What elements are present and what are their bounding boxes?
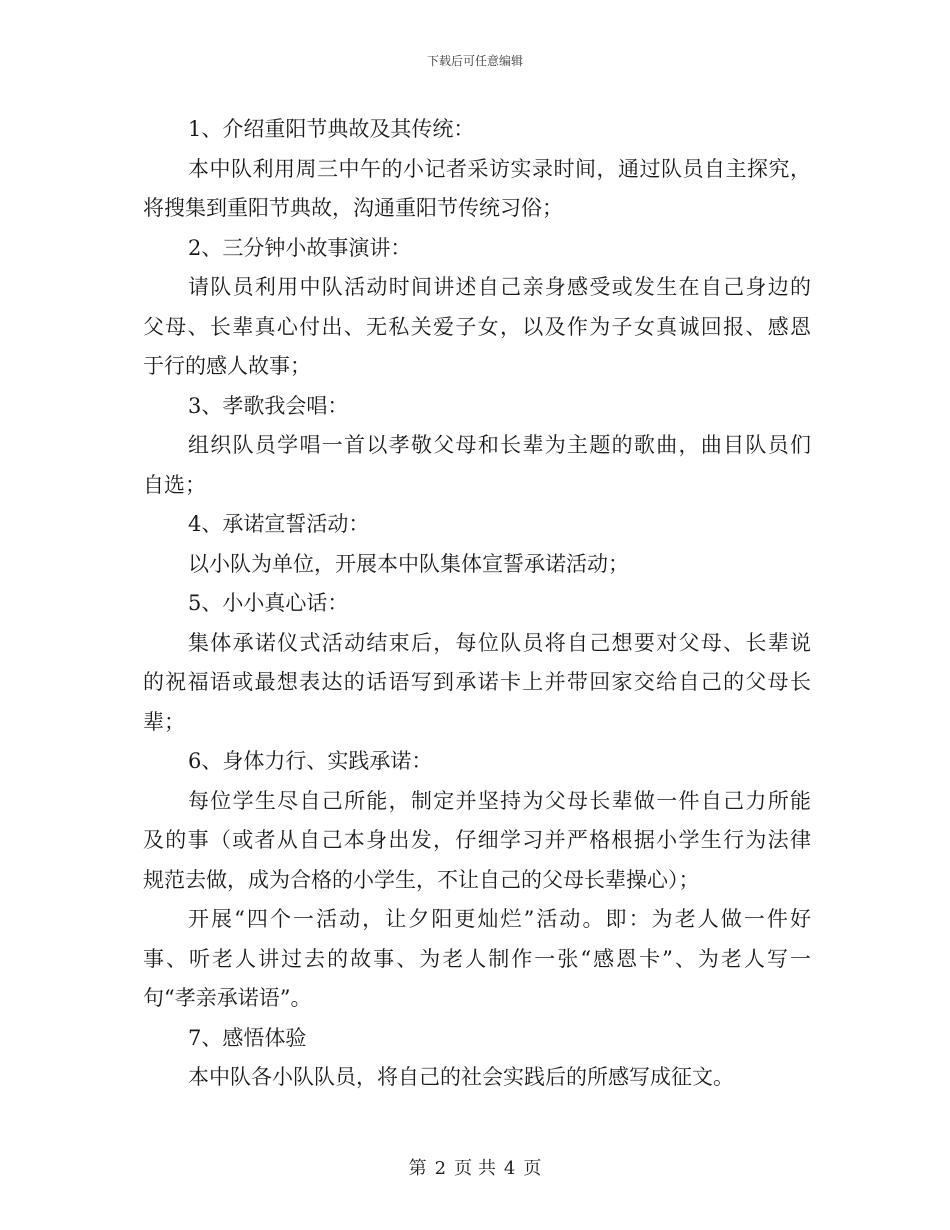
section-heading-1: 1、介绍重阳节典故及其传统： (188, 117, 475, 141)
page-number-footer (0, 1154, 950, 1180)
paragraph-line: 父母、长辈真心付出、无私关爱子女，以及作为子女真诚回报、感恩 (143, 314, 811, 339)
paragraph-line: 组织队员学唱一首以孝敬父母和长辈为主题的歌曲，曲目队员们 (188, 433, 811, 457)
total-pages-number: 4 (503, 1158, 516, 1179)
section-heading-5: 5、小小真心话： (188, 591, 349, 615)
paragraph-line: 请队员利用中队活动时间讲述自己亲身感受或发生在自己身边的 (188, 275, 811, 299)
footer-prefix: 第 (408, 1158, 427, 1179)
section-heading-2: 2、三分钟小故事演讲： (188, 235, 412, 260)
paragraph-line: 开展“四个一活动，让夕阳更灿烂”活动。即：为老人做一件好 (188, 907, 811, 931)
section-heading-6: 6、身体力行、实践承诺： (188, 749, 433, 773)
paragraph-line: 本中队利用周三中午的小记者采访实录时间，通过队员自主探究， (188, 156, 811, 181)
section-heading-7: 7、感悟体验 (188, 1025, 307, 1050)
paragraph-line: 集体承诺仪式活动结束后，每位队员将自己想要对父母、长辈说 (188, 630, 811, 655)
paragraph-line: 辈； (143, 709, 185, 734)
paragraph-line: 以小队为单位，开展本中队集体宣誓承诺活动； (188, 551, 629, 576)
section-heading-4: 4、承诺宣誓活动： (188, 512, 370, 536)
paragraph-line: 规范去做，成为合格的小学生，不让自己的父母长辈操心）； (143, 867, 700, 892)
document-body (143, 110, 811, 1098)
footer-suffix: 页 (523, 1158, 542, 1179)
paragraph-line: 于行的感人故事； (143, 354, 311, 378)
paragraph-line: 本中队各小队队员，将自己的社会实践后的所感写成征文。 (188, 1065, 734, 1089)
paragraph-line: 句“孝亲承诺语”。 (143, 986, 312, 1010)
paragraph-line: 的祝福语或最想表达的话语写到承诺卡上并带回家交给自己的父母长 (143, 670, 811, 694)
current-page-number: 2 (434, 1158, 447, 1179)
paragraph-line: 及的事（或者从自己本身出发，仔细学习并严格根据小学生行为法律 (143, 828, 811, 852)
paragraph-line: 将搜集到重阳节典故，沟通重阳节传统习俗； (143, 196, 563, 220)
paragraph-line: 自选； (143, 472, 206, 497)
paragraph-line: 每位学生尽自己所能，制定并坚持为父母长辈做一件自己力所能 (188, 788, 811, 813)
page-header-note: 下载后可任意编辑 (426, 54, 523, 68)
section-heading-3: 3、孝歌我会唱： (188, 393, 349, 418)
paragraph-line: 事、听老人讲过去的故事、为老人制作一张“感恩卡”、为老人写一 (143, 946, 811, 971)
footer-middle: 页 共 (454, 1158, 496, 1179)
